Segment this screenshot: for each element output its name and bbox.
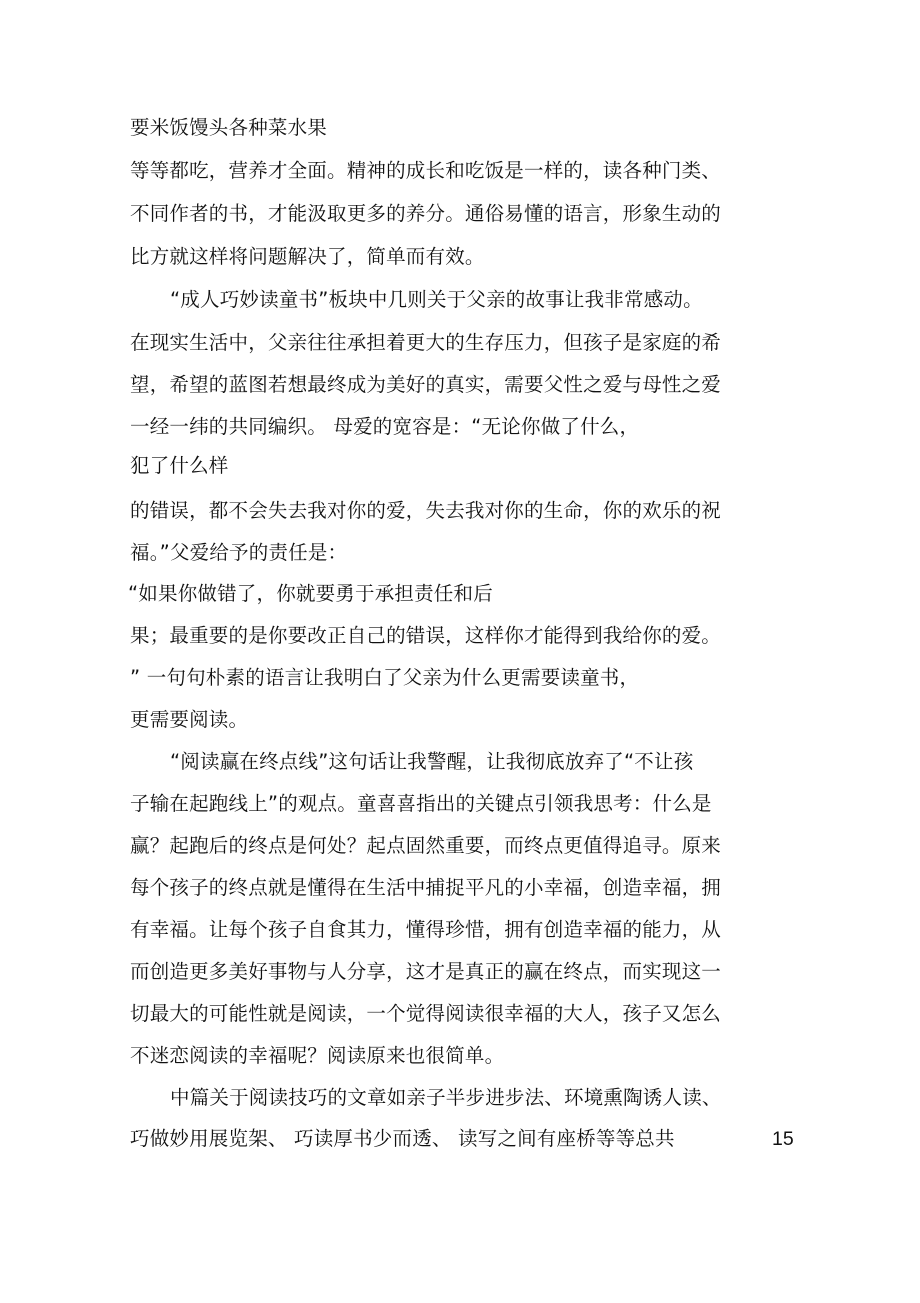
text-line: 不迷恋阅读的幸福呢？阅读原来也很简单。	[130, 1044, 505, 1067]
text-line: 在现实生活中，父亲往往承担着更大的生存压力，但孩子是家庭的希	[130, 331, 722, 354]
text-line: 每个孩子的终点就是懂得在生活中捕捉平凡的小幸福，创造幸福，拥	[130, 876, 722, 899]
text-line: 赢？起跑后的终点是何处？起点固然重要，而终点更值得追寻。原来	[130, 834, 722, 857]
text-line: 巧做妙用展览架、 巧读厚书少而透、 读写之间有座桥等等总共	[130, 1127, 675, 1150]
text-line: 的错误，都不会失去我对你的爱，失去我对你的生命，你的欢乐的祝	[130, 499, 722, 522]
text-line: 等等都吃，营养才全面。精神的成长和吃饭是一样的，读各种门类、	[130, 159, 722, 182]
text-line: 而创造更多美好事物与人分享，这才是真正的赢在终点，而实现这一	[130, 960, 722, 983]
page-number: 15	[772, 1128, 794, 1150]
text-line: 更需要阅读。	[130, 708, 249, 731]
text-line: 望，希望的蓝图若想最终成为美好的真实，需要父性之爱与母性之爱	[130, 373, 722, 396]
text-line: “如果你做错了，你就要勇于承担责任和后	[128, 582, 493, 605]
text-line: ” 一句句朴素的语言让我明白了父亲为什么更需要读童书，	[130, 666, 640, 689]
text-line: 要米饭馒头各种菜水果	[130, 116, 328, 139]
text-line: “阅读赢在终点线”这句话让我警醒，让我彻底放弃了“不让孩	[170, 750, 694, 773]
text-line: 比方就这样将问题解决了，简单而有效。	[130, 245, 485, 268]
text-line: 一经一纬的共同编织。 母爱的宽容是：“无论你做了什么，	[130, 415, 640, 438]
text-line: 福。”父爱给予的责任是：	[130, 541, 348, 564]
text-line: 果；最重要的是你要改正自己的错误，这样你才能得到我给你的爱。	[130, 624, 722, 647]
text-line: 中篇关于阅读技巧的文章如亲子半步进步法、环境熏陶诱人读、	[170, 1086, 722, 1109]
text-line: 有幸福。让每个孩子自食其力，懂得珍惜，拥有创造幸福的能力，从	[130, 918, 722, 941]
text-line: 不同作者的书，才能汲取更多的养分。通俗易懂的语言，形象生动的	[130, 202, 722, 225]
text-line: 切最大的可能性就是阅读，一个觉得阅读很幸福的大人，孩子又怎么	[130, 1002, 722, 1025]
text-line: “成人巧妙读童书”板块中几则关于父亲的故事让我非常感动。	[170, 288, 703, 311]
text-line: 子输在起跑线上”的观点。童喜喜指出的关键点引领我思考：什么是	[130, 792, 712, 815]
text-line: 犯了什么样	[130, 454, 229, 477]
